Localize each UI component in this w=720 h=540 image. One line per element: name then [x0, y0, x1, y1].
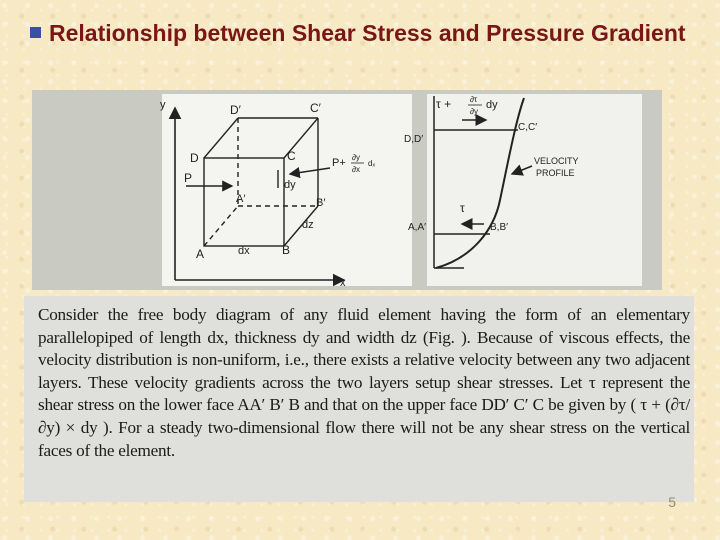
label-a-a-prime: A,A′: [408, 222, 426, 233]
label-tau: τ: [460, 201, 465, 215]
fluid-element-diagram: [32, 90, 662, 290]
label-dtau-denominator: ∂y: [470, 107, 478, 116]
label-p-plus: P+: [332, 157, 346, 169]
label-a-prime: A′: [236, 193, 246, 205]
label-dz: dz: [302, 219, 314, 231]
textbook-paragraph: Consider the free body diagram of any fluid element having the form of an elementary parallelopiped of length dx, thickness dy and width dz (Fig. ). Because of viscous effects, the velocity distribution is non-uniform, i.e., there exists a relative velocity between any two adjacent layers. These velocity gradients across the two layers setup shear stresses. Let τ represent the shear stress on the lower face AA′ B′ B and that on the upper face DD′ C′ C be given by ( τ + (∂τ/∂y) × dy ). For a steady two-dimensional flow there will not be any shear stress on the vertical faces of the element.: [38, 305, 690, 460]
label-d: D: [190, 151, 199, 165]
x-axis-label: x: [340, 277, 346, 289]
label-dtau-numerator: ∂τ: [470, 95, 478, 104]
label-profile: PROFILE: [536, 168, 575, 178]
label-p: P: [184, 171, 193, 185]
slide-title: [18, 18, 698, 48]
label-b: B: [282, 243, 291, 257]
label-c-c-prime: C,C′: [518, 122, 538, 133]
label-profile-dy: dy: [486, 99, 498, 111]
label-c: C: [287, 149, 296, 163]
label-b-prime: B′: [316, 197, 326, 209]
textbook-excerpt-photo: [24, 296, 694, 502]
label-dx: dx: [238, 245, 250, 257]
label-dx-suffix: dₓ: [368, 159, 376, 168]
label-d-d-prime: D,D′: [404, 134, 424, 145]
y-axis-label: y: [160, 99, 166, 111]
label-b-b-prime: B,B′: [490, 222, 508, 233]
label-velocity: VELOCITY: [534, 156, 579, 166]
label-dy: dy: [284, 179, 296, 191]
label-c-prime: C′: [310, 101, 321, 115]
bullet-square-icon: [30, 27, 41, 38]
label-tau-plus: τ +: [436, 97, 452, 111]
label-a: A: [196, 247, 205, 261]
fluid-element-diagram-photo: [32, 90, 662, 290]
slide-title-text: Relationship between Shear Stress and Pressure Gradient: [49, 20, 686, 46]
label-dp-numerator: ∂y: [352, 153, 360, 162]
label-dp-denominator: ∂x: [352, 165, 360, 174]
page-number: 5: [668, 494, 676, 510]
label-d-prime: D′: [230, 103, 241, 117]
